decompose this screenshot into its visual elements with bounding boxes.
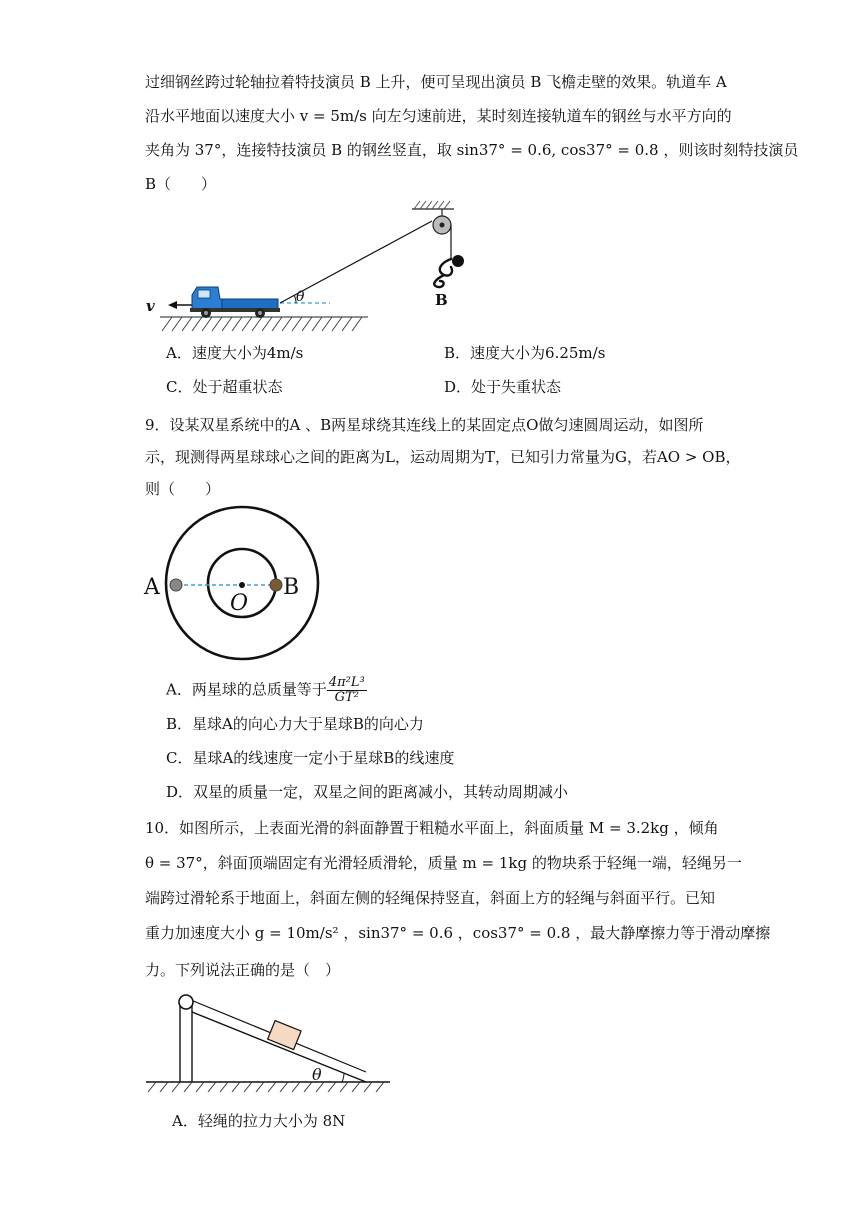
- q10-line-3: 端跨过滑轮系于地面上，斜面左侧的轻绳保持竖直，斜面上方的轻绳与斜面平行。已知: [145, 889, 716, 907]
- incline: [180, 1004, 366, 1082]
- q10-line-5: 力。下列说法正确的是（ ）: [145, 961, 341, 979]
- performer-icon: [434, 255, 464, 287]
- q9-option-b[interactable]: B．星球A的向心力大于星球B的向心力: [166, 715, 424, 733]
- q8-option-b[interactable]: B．速度大小为6.25m/s: [444, 344, 606, 362]
- angle-label: θ: [312, 1065, 322, 1084]
- label-a: A: [144, 575, 160, 600]
- q8-line-1: 过细钢丝跨过轮轴拉着特技演员 B 上升，便可呈现出演员 B 飞檐走壁的效果。轨道车 A: [145, 73, 727, 91]
- q9-option-a[interactable]: [166, 676, 367, 705]
- q8-line-3: 夹角为 37°，连接特技演员 B 的钢丝竖直，取 sin37° = 0.6, cos37° = 0.8 ，则该时刻特技演员: [145, 141, 799, 159]
- q10-line-1: 10．如图所示，上表面光滑的斜面静置于粗糙水平面上，斜面质量 M = 3.2kg ，倾角: [145, 819, 719, 837]
- star-b: [270, 579, 282, 591]
- q9-option-a-text: A．两星球的总质量等于: [166, 680, 327, 699]
- block: [268, 1021, 301, 1050]
- q10-option-a[interactable]: A．轻绳的拉力大小为 8N: [172, 1112, 346, 1130]
- q8-line-4: B（ ）: [145, 175, 217, 193]
- fraction-denominator: GT²: [334, 690, 359, 705]
- fraction-numerator: 4π²L³: [328, 675, 365, 690]
- q8-option-d[interactable]: D．处于失重状态: [444, 378, 562, 396]
- q10-line-2: θ = 37°，斜面顶端固定有光滑轻质滑轮，质量 m = 1kg 的物块系于轻绳一端，轻绳另一: [145, 854, 742, 872]
- label-b: B: [283, 575, 300, 600]
- pulley-icon: [179, 995, 193, 1009]
- q8-truck-pulley-figure: [140, 195, 500, 340]
- center-point: [239, 582, 245, 588]
- performer-label: B: [435, 291, 448, 309]
- q10-line-4: 重力加速度大小 g = 10m/s² ，sin37° = 0.6 ，cos37° = 0.8 ，最大静摩擦力等于滑动摩擦: [145, 924, 771, 942]
- angle-arc: [342, 1073, 344, 1082]
- ceiling: [412, 201, 454, 217]
- q9-option-c[interactable]: C．星球A的线速度一定小于星球B的线速度: [166, 749, 455, 767]
- velocity-label: v: [146, 297, 155, 315]
- angle-label: θ: [296, 289, 305, 305]
- pulley-icon: [433, 216, 451, 234]
- q9-line-2: 示，现测得两星球球心之间的距离为L，运动周期为T，已知引力常量为G，若AO > OB，: [145, 448, 741, 466]
- q9-binary-star-figure: [140, 505, 340, 665]
- q8-line-2: 沿水平地面以速度大小 v = 5m/s 向左匀速前进，某时刻连接轨道车的钢丝与水平方向的: [145, 107, 732, 125]
- q8-option-c[interactable]: C．处于超重状态: [166, 378, 283, 396]
- label-o: O: [230, 591, 249, 616]
- star-a: [170, 579, 182, 591]
- q9-line-1: 9．设某双星系统中的A 、B两星球绕其连线上的某固定点O做匀速圆周运动，如图所: [145, 416, 704, 434]
- q9-line-3: 则（ ）: [145, 480, 221, 498]
- truck-icon: [190, 287, 280, 318]
- ground: [160, 317, 368, 331]
- q10-incline-figure: [140, 990, 400, 1105]
- ground: [146, 1082, 390, 1092]
- q8-option-a[interactable]: A．速度大小为4m/s: [166, 344, 304, 362]
- q9-option-d[interactable]: D．双星的质量一定，双星之间的距离减小，其转动周期减小: [166, 783, 569, 801]
- fraction: [327, 676, 367, 705]
- steel-wire: [280, 221, 432, 303]
